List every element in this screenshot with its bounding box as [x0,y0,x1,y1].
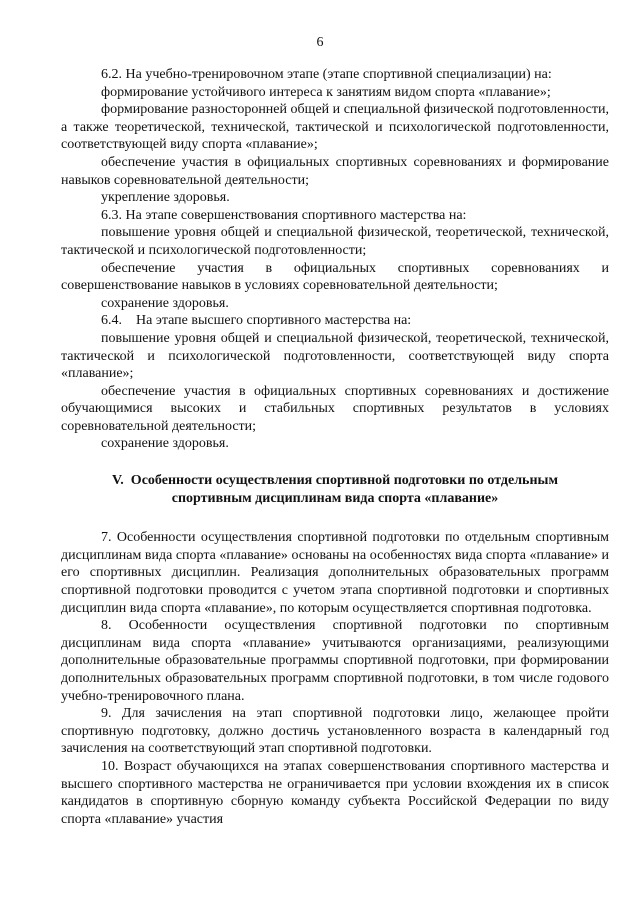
paragraph: формирование устойчивого интереса к занятиям видом спорта «плавание»; [101,84,551,100]
paragraph: формирование разносторонней общей и специальной физической подготовленности, а также теоретической, технической, тактической и психологической подготовленности, соответствующей виду спорта «плавание»; [61,102,609,153]
section-heading [61,472,609,507]
paragraph: обеспечение участия в официальных спортивных соревнованиях и формирование навыков соревновательной деятельности; [61,154,609,188]
paragraph: 10. Возраст обучающихся на этапах совершенствования спортивного мастерства и высшего спортивного мастерства не ограничивается при условии вхождения их в список кандидатов в спортивную сборную команду субъекта Российской Федерации по виду спорта «плавание» участия [61,758,609,827]
paragraph: обеспечение участия в официальных спортивных соревнованиях и достижение обучающимися высоких и стабильных спортивных результатов в условиях соревновательной деятельности; [61,383,609,434]
paragraph: повышение уровня общей и специальной физической, теоретической, технической, тактической и психологической подготовленности, соответствующей виду спорта «плавание»; [61,330,609,382]
paragraph: 9. Для зачисления на этап спортивной подготовки лицо, желающее пройти спортивную подготовку, должно достичь установленного возраста в календарный год зачисления на соответствующий этап спортивной подготовки. [61,706,609,757]
paragraph: 7. Особенности осуществления спортивной подготовки по отдельным спортивным дисциплинам вида спорта «плавание» основаны на особенностях вида спорта «плавание» и его спортивных дисциплин. Реализация дополнительных образовательных программ спортивной подготовки проводится с учетом этапа спортивной подготовки и спортивных дисциплин вида спорта «плавание», по которым осуществляется спортивная подготовка. [61,530,609,616]
paragraph: сохранение здоровья. [101,436,229,452]
page-number: 6 [316,35,324,50]
paragraph: 6.2. На учебно-тренировочном этапе (этапе спортивной специализации) на: [101,67,552,82]
paragraph: обеспечение участия в официальных спортивных соревнованиях и совершенствование навыков в условиях соревновательной деятельности; [61,260,609,294]
paragraph: сохранение здоровья. [101,295,229,311]
document-body [61,66,609,828]
paragraph: 6.4. На этапе высшего спортивного мастерства на: [101,313,412,329]
paragraph: повышение уровня общей и специальной физической, теоретической, технической, тактической и психологической подготовленности; [61,225,609,258]
paragraph: 6.3. На этапе совершенствования спортивного мастерства на: [101,207,467,223]
paragraph: укрепление здоровья. [101,190,230,206]
paragraph: 8. Особенности осуществления спортивной подготовки по спортивным дисциплинам вида спорта «плавание» учитываются организациями, реализующими дополнительные образовательные программы спортивной подготовки, при формировании дополнительных образовательных программ спортивной подготовки, в том числе годового учебно-тренировочного плана. [61,618,609,704]
section-heading-line: V. Особенности осуществления спортивной подготовки по отдельным [112,473,558,489]
section-heading-line: спортивным дисциплинам вида спорта «плавание» [171,490,499,506]
